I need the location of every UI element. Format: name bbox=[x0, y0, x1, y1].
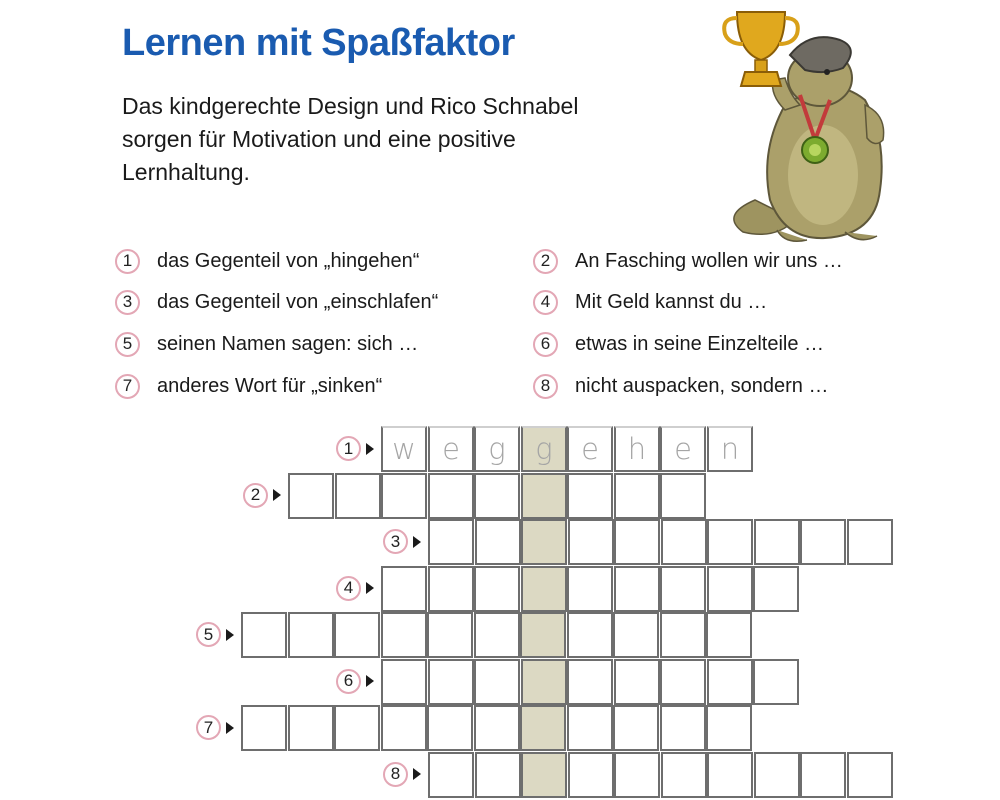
letter-cell[interactable] bbox=[567, 612, 613, 658]
letter-cell[interactable] bbox=[288, 705, 334, 751]
solution-cell[interactable] bbox=[520, 612, 566, 658]
letter-cell[interactable]: e bbox=[567, 426, 613, 472]
clue-text: etwas in seine Einzelteile … bbox=[575, 332, 825, 355]
letter-cell[interactable] bbox=[335, 473, 381, 519]
row-number-circle: 3 bbox=[383, 529, 408, 554]
letter-cell[interactable] bbox=[474, 705, 520, 751]
letter-cell[interactable]: e bbox=[428, 426, 474, 472]
letter-cell[interactable] bbox=[707, 519, 753, 565]
letter-cell[interactable] bbox=[428, 566, 474, 612]
row-number-marker bbox=[383, 762, 421, 787]
letter-cell[interactable]: n bbox=[707, 426, 753, 472]
row-number-marker bbox=[196, 715, 234, 740]
letter-cell[interactable] bbox=[428, 752, 474, 798]
letter-cell[interactable] bbox=[660, 473, 706, 519]
intro-text bbox=[122, 90, 682, 189]
letter-cell[interactable] bbox=[707, 659, 753, 705]
solution-cell[interactable] bbox=[521, 473, 567, 519]
letter-cell[interactable] bbox=[800, 752, 846, 798]
letter-cell[interactable] bbox=[754, 519, 800, 565]
letter-cell[interactable] bbox=[753, 566, 799, 612]
letter-cell[interactable] bbox=[614, 659, 660, 705]
letter-cell[interactable] bbox=[381, 659, 427, 705]
row-number-marker bbox=[336, 436, 374, 461]
clue-number-circle: 8 bbox=[533, 374, 558, 399]
letter-cell[interactable] bbox=[288, 612, 334, 658]
letter-cell[interactable] bbox=[428, 519, 474, 565]
letter-cell[interactable] bbox=[568, 752, 614, 798]
clue-text: Mit Geld kannst du … bbox=[575, 290, 768, 313]
letter-cell[interactable] bbox=[614, 566, 660, 612]
letter-cell[interactable] bbox=[241, 705, 287, 751]
letter-cell[interactable] bbox=[660, 705, 706, 751]
clue-number-circle: 2 bbox=[533, 249, 558, 274]
letter-cell[interactable] bbox=[661, 519, 707, 565]
letter-cell[interactable]: e bbox=[660, 426, 706, 472]
letter-cell[interactable] bbox=[800, 519, 846, 565]
row-number-circle: 8 bbox=[383, 762, 408, 787]
clue-2 bbox=[533, 246, 843, 276]
platypus-mascot-illustration bbox=[715, 0, 900, 250]
letter-cell[interactable] bbox=[707, 752, 753, 798]
row-number-circle: 2 bbox=[243, 483, 268, 508]
letter-cell[interactable] bbox=[474, 612, 520, 658]
letter-cell[interactable] bbox=[474, 473, 520, 519]
row-number-circle: 1 bbox=[336, 436, 361, 461]
solution-cell[interactable] bbox=[521, 566, 567, 612]
clue-number-circle: 1 bbox=[115, 249, 140, 274]
clue-3 bbox=[115, 287, 438, 317]
letter-cell[interactable] bbox=[288, 473, 334, 519]
solution-cell[interactable]: g bbox=[521, 426, 567, 472]
clue-6 bbox=[533, 329, 824, 359]
clue-text: seinen Namen sagen: sich … bbox=[157, 332, 419, 355]
letter-cell[interactable] bbox=[613, 705, 659, 751]
letter-cell[interactable] bbox=[706, 705, 752, 751]
intro-line: Lernhaltung. bbox=[122, 159, 250, 185]
clue-1 bbox=[115, 246, 419, 276]
letter-cell[interactable] bbox=[661, 752, 707, 798]
letter-cell[interactable] bbox=[567, 566, 613, 612]
row-number-marker bbox=[243, 483, 281, 508]
row-number-marker bbox=[336, 669, 374, 694]
letter-cell[interactable] bbox=[428, 659, 474, 705]
letter-cell[interactable] bbox=[847, 752, 893, 798]
letter-cell[interactable] bbox=[847, 519, 893, 565]
row-number-marker bbox=[196, 622, 234, 647]
letter-cell[interactable] bbox=[241, 612, 287, 658]
clue-number-circle: 4 bbox=[533, 290, 558, 315]
letter-cell[interactable] bbox=[707, 566, 753, 612]
solution-cell[interactable] bbox=[521, 752, 567, 798]
letter-cell[interactable] bbox=[613, 612, 659, 658]
clue-8 bbox=[533, 371, 829, 401]
letter-cell[interactable] bbox=[428, 473, 474, 519]
arrow-right-icon bbox=[226, 629, 234, 641]
letter-cell[interactable] bbox=[475, 752, 521, 798]
arrow-right-icon bbox=[413, 768, 421, 780]
letter-cell[interactable] bbox=[567, 705, 613, 751]
row-number-marker bbox=[383, 529, 421, 554]
letter-cell[interactable] bbox=[474, 659, 520, 705]
solution-cell[interactable] bbox=[520, 705, 566, 751]
letter-cell[interactable]: w bbox=[381, 426, 427, 472]
clue-number-circle: 7 bbox=[115, 374, 140, 399]
letter-cell[interactable] bbox=[334, 612, 380, 658]
letter-cell[interactable] bbox=[381, 566, 427, 612]
intro-line: sorgen für Motivation und eine positive bbox=[122, 126, 516, 152]
clue-text: An Fasching wollen wir uns … bbox=[575, 249, 843, 272]
clue-text: anderes Wort für „sinken“ bbox=[157, 374, 383, 397]
letter-cell[interactable] bbox=[381, 612, 427, 658]
letter-cell[interactable]: g bbox=[474, 426, 520, 472]
row-number-circle: 5 bbox=[196, 622, 221, 647]
clue-text: das Gegenteil von „einschlafen“ bbox=[157, 290, 439, 313]
letter-cell[interactable] bbox=[660, 566, 706, 612]
arrow-right-icon bbox=[366, 675, 374, 687]
clue-text: das Gegenteil von „hingehen“ bbox=[157, 249, 420, 272]
clue-number-circle: 6 bbox=[533, 332, 558, 357]
letter-cell[interactable] bbox=[754, 752, 800, 798]
letter-cell[interactable] bbox=[334, 705, 380, 751]
clue-5 bbox=[115, 329, 418, 359]
letter-cell[interactable] bbox=[474, 566, 520, 612]
letter-cell[interactable] bbox=[427, 612, 473, 658]
letter-cell[interactable] bbox=[753, 659, 799, 705]
row-number-circle: 6 bbox=[336, 669, 361, 694]
letter-cell[interactable] bbox=[567, 659, 613, 705]
row-number-circle: 7 bbox=[196, 715, 221, 740]
letter-cell[interactable]: h bbox=[614, 426, 660, 472]
intro-line: Das kindgerechte Design und Rico Schnabel bbox=[122, 93, 579, 119]
arrow-right-icon bbox=[366, 443, 374, 455]
solution-cell[interactable] bbox=[521, 519, 567, 565]
page-title: Lernen mit Spaßfaktor bbox=[122, 22, 515, 64]
arrow-right-icon bbox=[273, 489, 281, 501]
letter-cell[interactable] bbox=[568, 519, 614, 565]
clue-number-circle: 3 bbox=[115, 290, 140, 315]
row-number-circle: 4 bbox=[336, 576, 361, 601]
arrow-right-icon bbox=[366, 582, 374, 594]
arrow-right-icon bbox=[226, 722, 234, 734]
clue-text: nicht auspacken, sondern … bbox=[575, 374, 829, 397]
arrow-right-icon bbox=[413, 536, 421, 548]
letter-cell[interactable] bbox=[614, 752, 660, 798]
letter-cell[interactable] bbox=[660, 659, 706, 705]
letter-cell[interactable] bbox=[706, 612, 752, 658]
clue-7 bbox=[115, 371, 382, 401]
letter-cell[interactable] bbox=[427, 705, 473, 751]
letter-cell[interactable] bbox=[475, 519, 521, 565]
clue-4 bbox=[533, 287, 767, 317]
letter-cell[interactable] bbox=[381, 705, 427, 751]
row-number-marker bbox=[336, 576, 374, 601]
letter-cell[interactable] bbox=[614, 519, 660, 565]
clue-number-circle: 5 bbox=[115, 332, 140, 357]
letter-cell[interactable] bbox=[614, 473, 660, 519]
letter-cell[interactable] bbox=[660, 612, 706, 658]
letter-cell[interactable] bbox=[567, 473, 613, 519]
letter-cell[interactable] bbox=[381, 473, 427, 519]
solution-cell[interactable] bbox=[521, 659, 567, 705]
